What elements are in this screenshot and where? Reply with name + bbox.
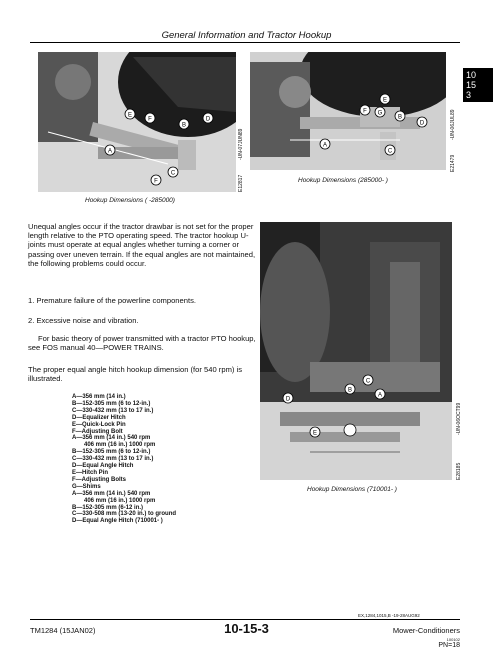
spec-line: E—Quick-Lock Pin — [72, 421, 126, 428]
figure-1-code-right: -UN-07JUN89 — [238, 128, 244, 160]
fig3-callout-b: B — [347, 387, 353, 394]
figure-3-code-right: -UN-06OCT99 — [456, 402, 462, 435]
fig1-callout-c: C — [170, 170, 176, 177]
spec-line: A—356 mm (14 in.) 540 rpm — [72, 435, 151, 442]
spec-list — [72, 394, 272, 525]
fig2-callout-e: E — [382, 97, 388, 104]
page-header-title: General Information and Tractor Hookup — [161, 30, 332, 41]
list-item-2: 2. Excessive noise and vibration. — [28, 316, 139, 325]
list-item-1: 1. Premature failure of the powerline components. — [28, 296, 196, 305]
figure-1-illustration — [38, 52, 236, 192]
figure-2-caption: Hookup Dimensions (285000- ) — [298, 177, 388, 184]
header-rule — [30, 42, 460, 43]
spec-line: G—Shims — [72, 483, 101, 490]
figure-1-code-left: E12817 — [238, 174, 244, 192]
fig2-callout-f: F — [363, 108, 367, 115]
section-tab-line-2: 15 — [466, 80, 477, 90]
figure-3-photo — [260, 222, 452, 480]
fig1-callout-f: F — [148, 116, 152, 123]
spec-line: C—330-432 mm (13 to 17 in.) — [72, 407, 154, 414]
section-tab-line-1: 10 — [466, 70, 477, 80]
spec-line: B—152-305 mm (6 to 12-in.) — [72, 449, 151, 456]
figure-1-photo — [38, 52, 236, 192]
fig3-callout-a: A — [377, 392, 383, 399]
footer-pn: PN=18 — [438, 642, 460, 649]
spec-line: E—Hitch Pin — [72, 469, 109, 476]
spec-line: B—152-305 mm (6-12 in.) — [72, 504, 144, 511]
spec-line: A—356 mm (14 in.) — [72, 394, 126, 400]
fig2-callout-b: B — [397, 114, 403, 121]
figure-3-illustration — [260, 222, 452, 480]
spec-line: F—Adjusting Bolt — [72, 428, 123, 435]
paragraph-power-trains: For basic theory of power transmitted with a tractor PTO hookup, see FOS manual 40—POWER TRAINS. — [28, 334, 256, 353]
footer-product: Mower-Conditioners — [392, 626, 460, 635]
fig1-callout-e: E — [127, 112, 133, 119]
spec-line: 406 mm (16 in.) 1000 rpm — [84, 442, 156, 449]
figure-2-illustration — [250, 52, 446, 170]
spec-line: 406 mm (16 in.) 1000 rpm — [84, 497, 156, 504]
spec-line: D—Equalizer Hitch — [72, 414, 126, 421]
fig1-callout-f2: F — [154, 178, 158, 185]
footer-page-number: 10-15-3 — [224, 621, 269, 636]
footer-reference: EX,1284,1015,B -19-28AUG92 — [358, 613, 420, 618]
spec-line: B—152-305 mm (6 to 12-in.) — [72, 400, 151, 407]
fig1-callout-a: A — [107, 148, 113, 155]
fig2-callout-c: C — [387, 148, 393, 155]
spec-line: F—Adjusting Bolts — [72, 476, 126, 483]
fig1-callout-b: B — [181, 122, 187, 129]
figure-3-code-left: E28185 — [456, 462, 462, 480]
footer-rule — [30, 619, 460, 620]
fig1-callout-d: D — [205, 116, 211, 123]
fig2-callout-d: D — [419, 120, 425, 127]
spec-line: A—356 mm (14 in.) 540 rpm — [72, 490, 151, 497]
fig3-callout-e: E — [312, 430, 318, 437]
spec-line: D—Equal Angle Hitch — [72, 463, 134, 470]
figure-3-caption: Hookup Dimensions (710001- ) — [307, 486, 397, 493]
footer-manual-id: TM1284 (15JAN02) — [30, 626, 96, 635]
paragraph-hookup-dimension: The proper equal angle hitch hookup dimension (for 540 rpm) is illustrated. — [28, 365, 243, 384]
fig3-callout-c: C — [365, 378, 371, 385]
section-tab — [463, 68, 493, 102]
spec-line: C—330-432 mm (13 to 17 in.) — [72, 456, 154, 463]
figure-1-caption: Hookup Dimensions ( -285000) — [85, 197, 175, 204]
section-tab-line-3: 3 — [466, 90, 472, 100]
figure-2-photo — [250, 52, 446, 170]
spec-line: C—330-508 mm (13-20 in.) to ground — [72, 511, 177, 518]
fig2-callout-a: A — [322, 142, 328, 149]
paragraph-unequal-angles: Unequal angles occur if the tractor drawbar is not set for the proper length relative to the PTO operating speed. The tractor hookup U-joints must operate at equal angles whether turning a corner or passing over uneven terrain. If the equal angles are not maintained, the following problems could occur. — [28, 222, 256, 268]
fig2-callout-g: G — [377, 110, 383, 117]
fig3-callout-d: D — [285, 396, 291, 403]
spec-line: D—Equal Angle Hitch (710001- ) — [72, 518, 163, 525]
figure-2-code-left: E21479 — [450, 154, 456, 172]
figure-2-code-right: -UN-06JUL89 — [450, 109, 456, 140]
footer-sub-code: 100102 — [446, 637, 460, 642]
